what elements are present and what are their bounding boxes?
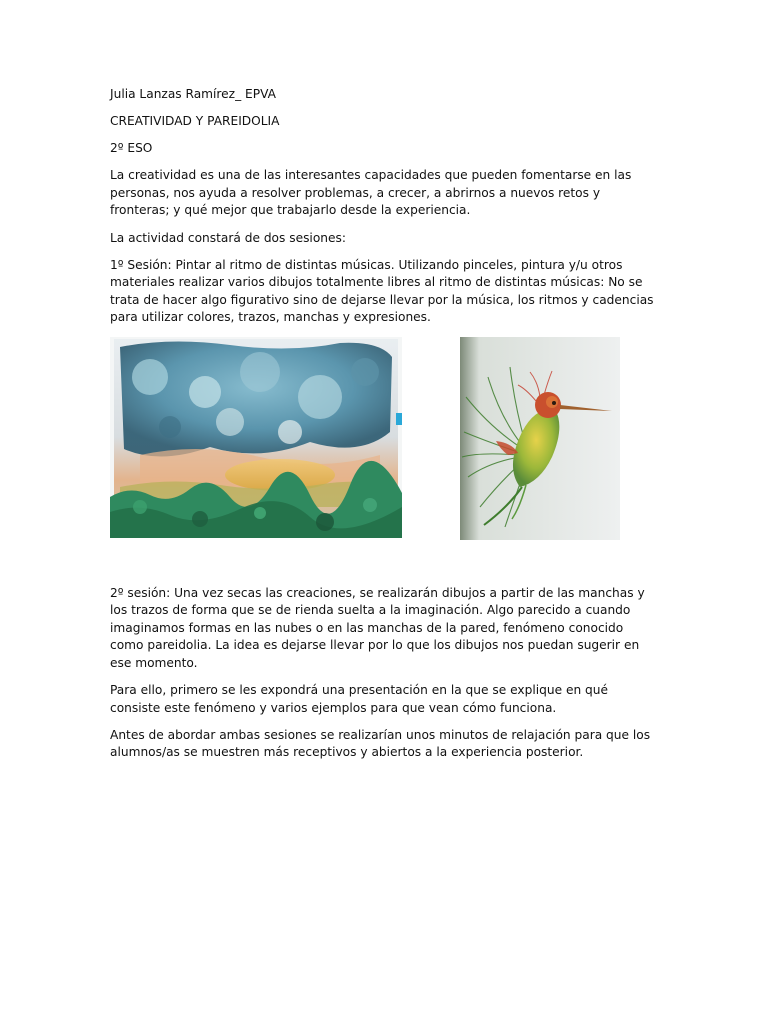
sessions-intro-paragraph: La actividad constará de dos sesiones: (110, 230, 346, 245)
document-title: CREATIVIDAD Y PAREIDOLIA (110, 114, 280, 129)
watercolor-landscape-image (110, 337, 402, 538)
session2-paragraph: 2º sesión: Una vez secas las creaciones, se realizarán dibujos a partir de las manchas y los trazos de forma que se de rienda suelta a la imaginación. Algo parecido a cuando imaginamos formas en las nubes o en las manchas de la pared, fenómeno conocido como pareidolia. La idea es dejarse llevar por lo que los dibujos nos puedan sugerir en ese momento. (110, 585, 645, 670)
relaxation-paragraph: Antes de abordar ambas sesiones se realizarían unos minutos de relajación para que los alumnos/as se muestren más receptivos y abiertos a la experiencia posterior. (110, 727, 651, 760)
figure-row (110, 337, 658, 541)
course-label: 2º ESO (110, 141, 153, 156)
hummingbird-watercolor-drawing (460, 337, 620, 540)
author-line: Julia Lanzas Ramírez_ EPVA (110, 87, 276, 101)
intro-paragraph: La creatividad es una de las interesantes capacidades que pueden fomentarse en las personas, nos ayuda a resolver problemas, a crecer, a abrirnos a nuevos retos y fronteras; y qué mejor que trabajarlo desde la experiencia. (110, 168, 632, 218)
watercolor-landscape-drawing (110, 337, 402, 538)
hummingbird-watercolor-image (460, 337, 620, 540)
presentation-paragraph: Para ello, primero se les expondrá una presentación en la que se explique en qué consiste este fenómeno y varios ejemplos para que vean cómo funciona. (110, 683, 609, 715)
document-body (110, 86, 658, 771)
session1-paragraph: 1º Sesión: Pintar al ritmo de distintas músicas. Utilizando pinceles, pintura y/u otros materiales realizar varios dibujos totalmente libres al ritmo de distintas músicas: No se trata de hacer algo figurativo sino de dejarse llevar por la música, los ritmos y cadencias para utilizar colores, trazos, manchas y expresiones. (110, 257, 654, 325)
